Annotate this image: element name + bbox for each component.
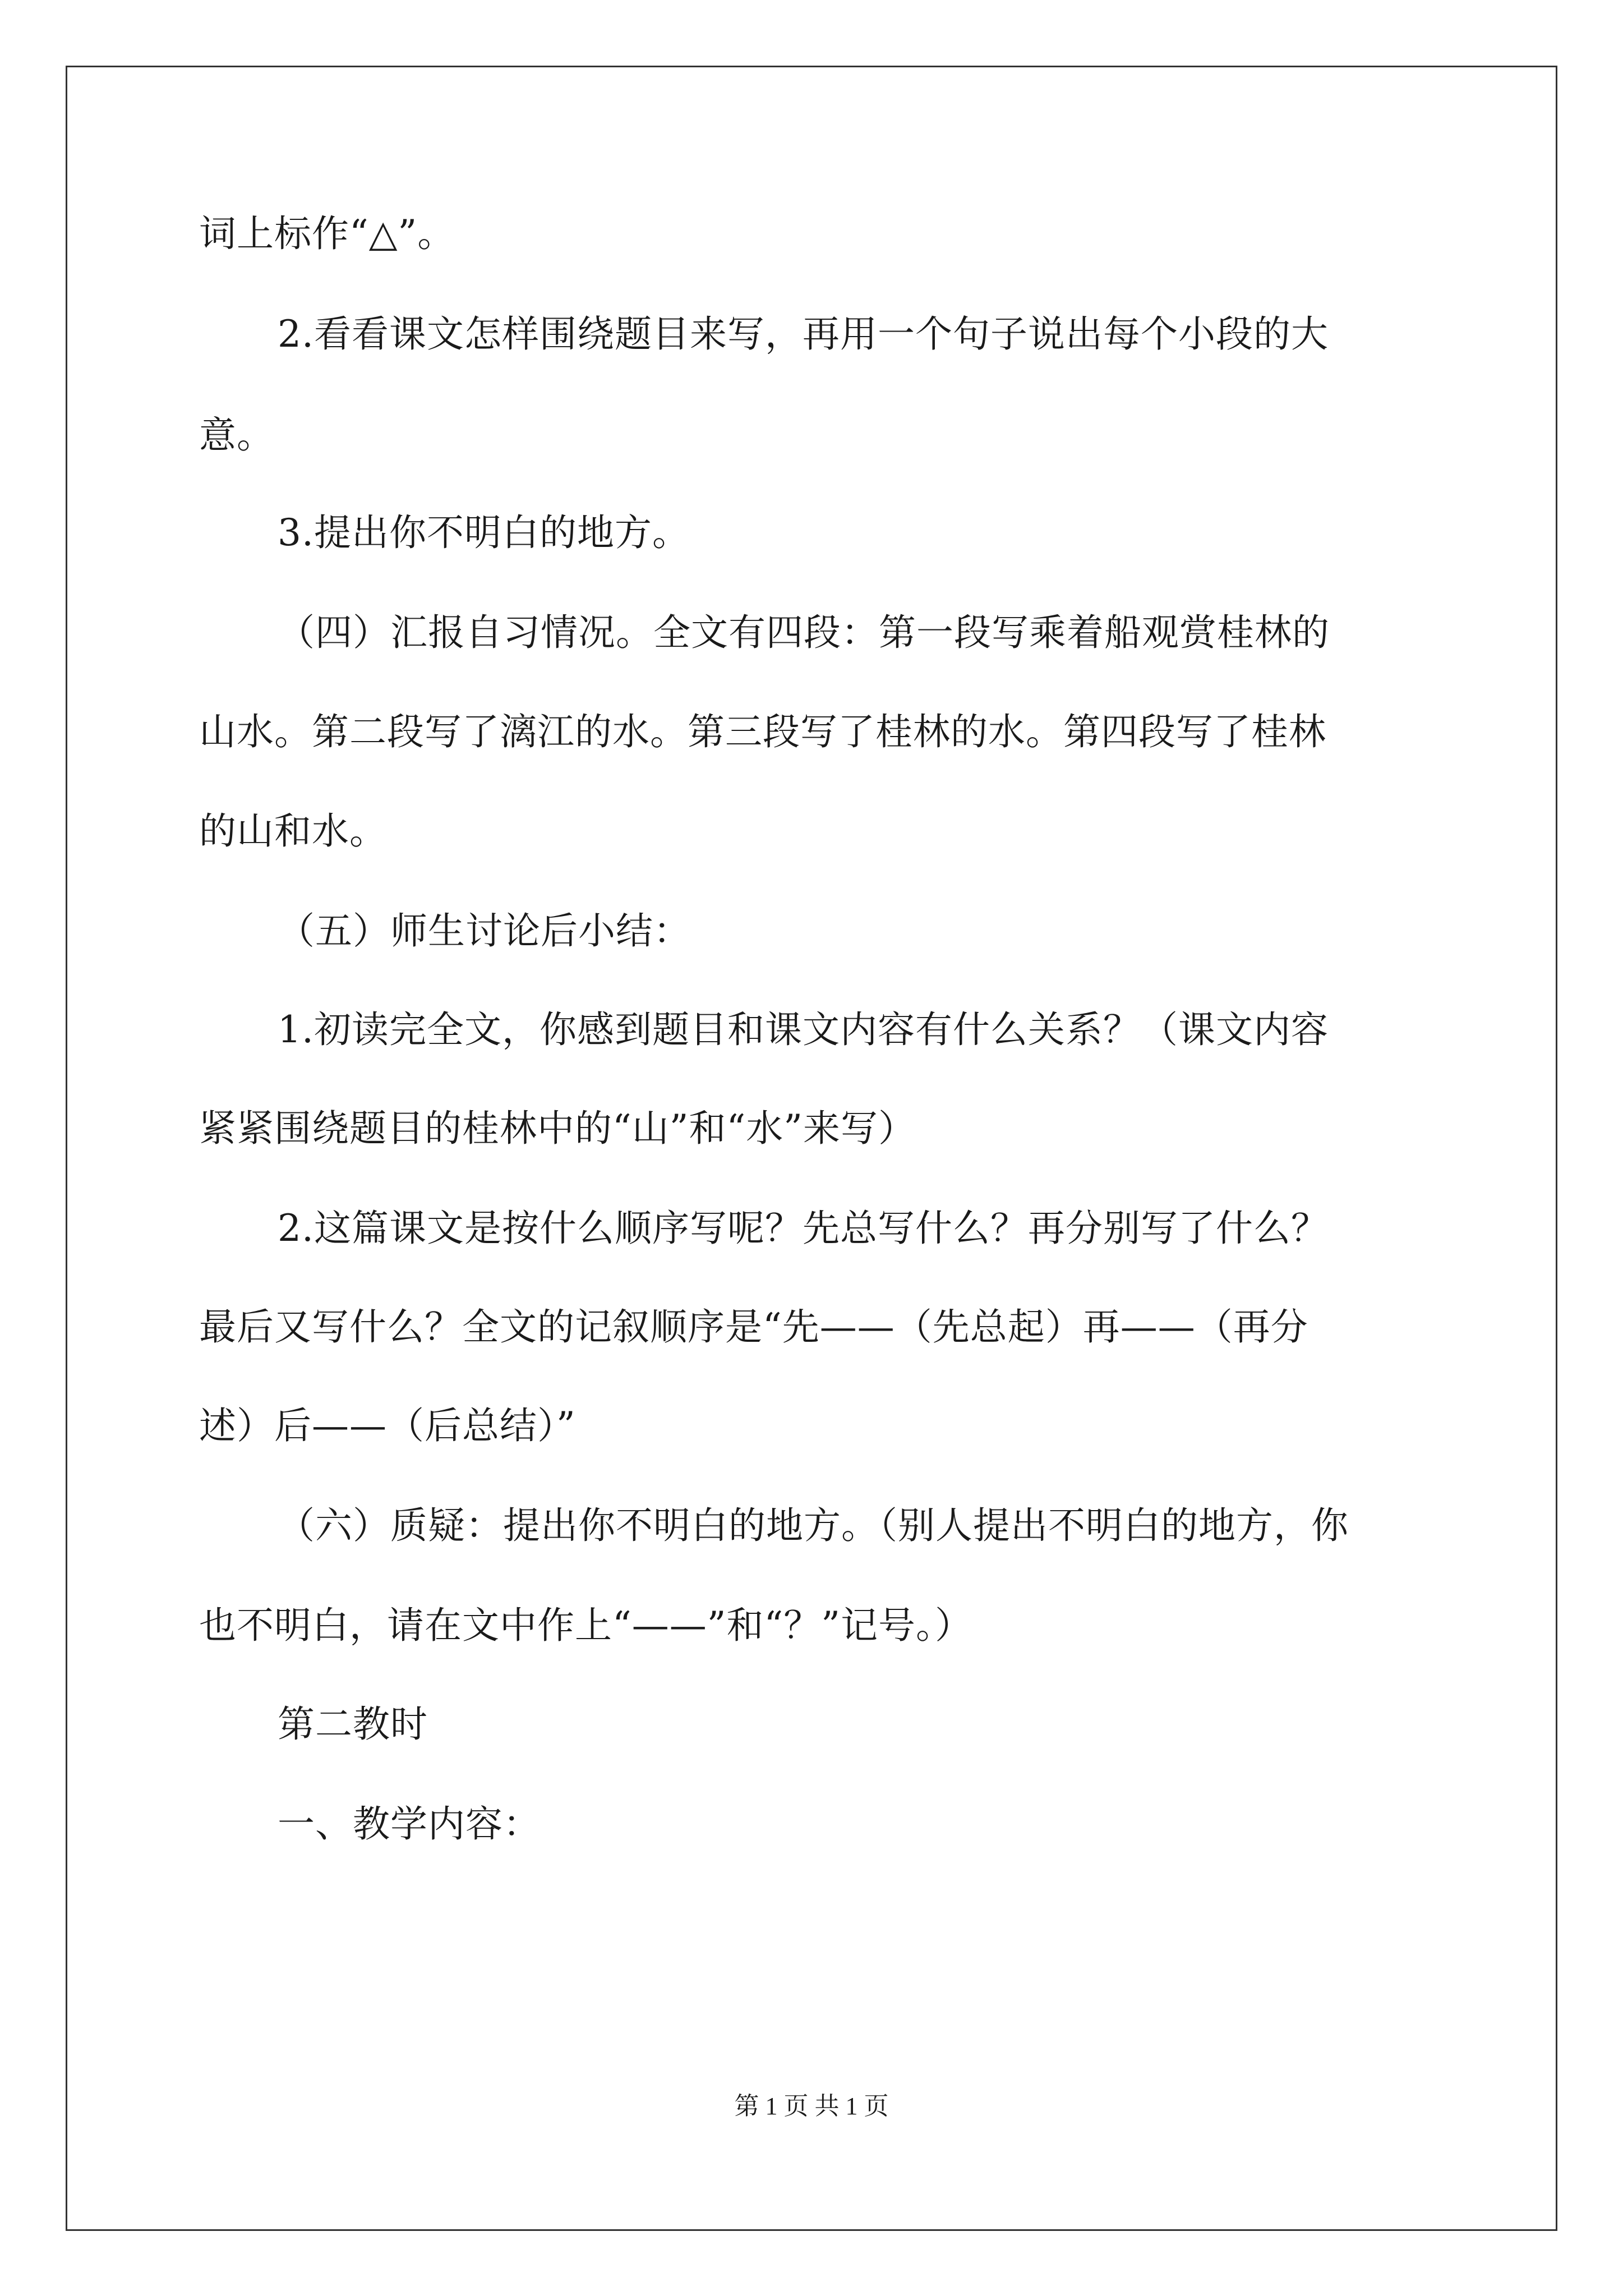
text-line: 第二教时 [278,1703,428,1746]
text-line: 3.提出你不明白的地方。 [278,511,690,554]
text-line: 2.看看课文怎样围绕题目来写，再用一个句子说出每个小段的大 [278,312,1329,356]
text-line: 也不明白，请在文中作上“——”和“？”记号。） [199,1604,972,1647]
text-line: 一、教学内容： [278,1802,541,1846]
text-line: （四）汇报自习情况。全文有四段：第一段写乘着船观赏桂林的 [278,611,1330,654]
text-line: 意。 [199,413,274,457]
text-line: 2.这篇课文是按什么顺序写呢？先总写什么？再分别写了什么？ [278,1207,1329,1250]
text-line: 的山和水。 [199,809,387,853]
text-line: 词上标作“△”。 [199,212,455,255]
text-line: 紧紧围绕题目的桂林中的“山”和“水”来写） [199,1107,916,1150]
text-line: （五）师生讨论后小结： [278,909,691,953]
text-line: 最后又写什么？全文的记叙顺序是“先——（先总起）再——（再分 [199,1305,1308,1349]
text-line: 1.初读完全文，你感到题目和课文内容有什么关系？（课文内容 [278,1008,1329,1051]
text-line: 山水。第二段写了漓江的水。第三段写了桂林的水。第四段写了桂林 [199,710,1326,753]
text-line: 述）后——（后总结）” [199,1404,576,1447]
page-footer: 第 1 页 共 1 页 [734,2092,889,2120]
text-line: （六）质疑：提出你不明白的地方。（别人提出不明白的地方，你 [278,1504,1349,1547]
